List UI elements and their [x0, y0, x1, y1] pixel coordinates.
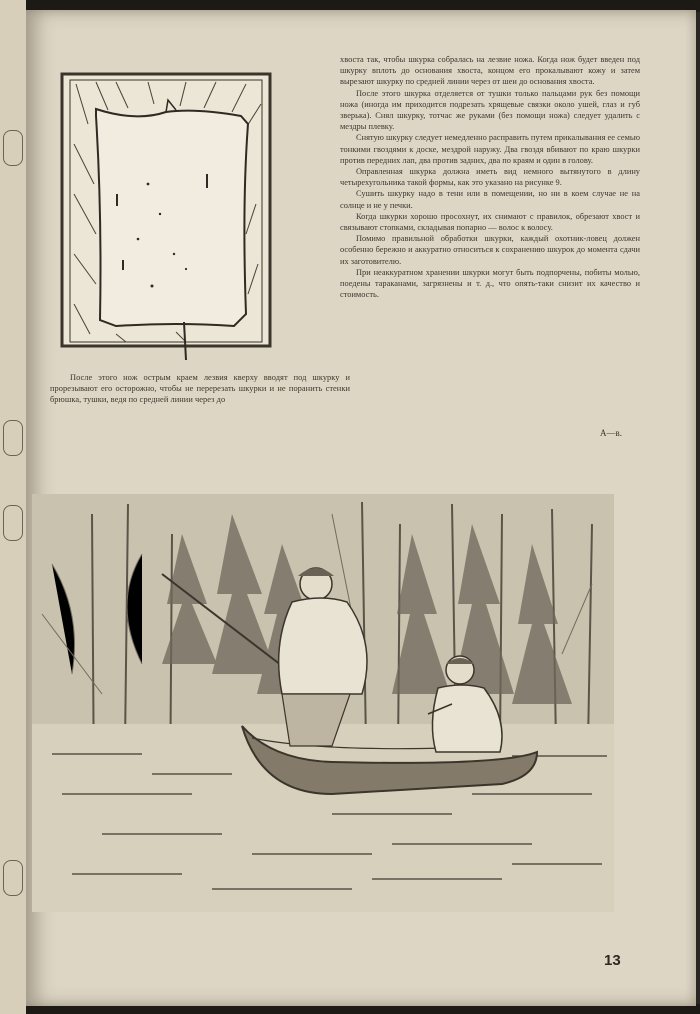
paragraph: При неаккуратном хранении шкурки могут быть подпорчены, побиты молью, поедены тараканами, загрязнены и т. д., что опять-таки снизит их качество и стоимость.	[340, 267, 640, 300]
paragraph: Оправленная шкурка должна иметь вид немного вытянутого в длину четырехугольника такой формы, как это указано на рисунке 9.	[340, 167, 640, 188]
previous-page-edge	[0, 0, 28, 1014]
paragraph: Снятую шкурку следует немедленно расправить путем прикалывания ее семью тонкими гвоздями к доске, мездрой наружу. Два гвоздя вбивают по краю шкурки против передних лап, два против задних, два по краям и один в голову.	[340, 133, 640, 165]
right-column-text	[340, 54, 640, 300]
paragraph: Помимо правильной обработки шкурки, каждый охотник-ловец должен особенно бережно и аккуратно относиться к сохранению шкурок до момента сдачи их заготовителю.	[340, 234, 640, 266]
figure-caption-text: После этого нож острым краем лезвия кверху вводят под шкурку и прорезывают его осторожно, чтобы не перерезать шкурки и не поранить стенки брюшка, тушки, ведя по средней линии через до	[50, 373, 350, 405]
paragraph: Сушить шкурку надо в тени или в помещении, но ни в коем случае не на солнце и не у печки.	[340, 189, 640, 210]
paragraph: После этого шкурка отделяется от тушки только пальцами рук без помощи ножа (иногда им приходится подрезать хрящевые связки около ушей, глаз и губ зверька). Снял шкурку, тотчас же руками (без помощи ножа) следует удалить с мездры плевку.	[340, 88, 640, 132]
paragraph: хвоста так, чтобы шкурка собралась на лезвие ножа. Когда нож будет введен под шкурку вплоть до основания хвоста, концом его прокалывают кожу и затем вырезают шкурку по средней линии через от шеи до основания хвоста.	[340, 55, 640, 87]
pelt-stretching-figure	[56, 64, 276, 364]
paragraph: Когда шкурки хорошо просохнут, их снимают с правилок, обрезают хвост и связывают стопками, складывая попарно — волос к волосу.	[340, 211, 640, 233]
boat-illustration	[32, 494, 614, 912]
page-number: 13	[604, 952, 621, 969]
author-signature: А—в.	[600, 428, 622, 438]
